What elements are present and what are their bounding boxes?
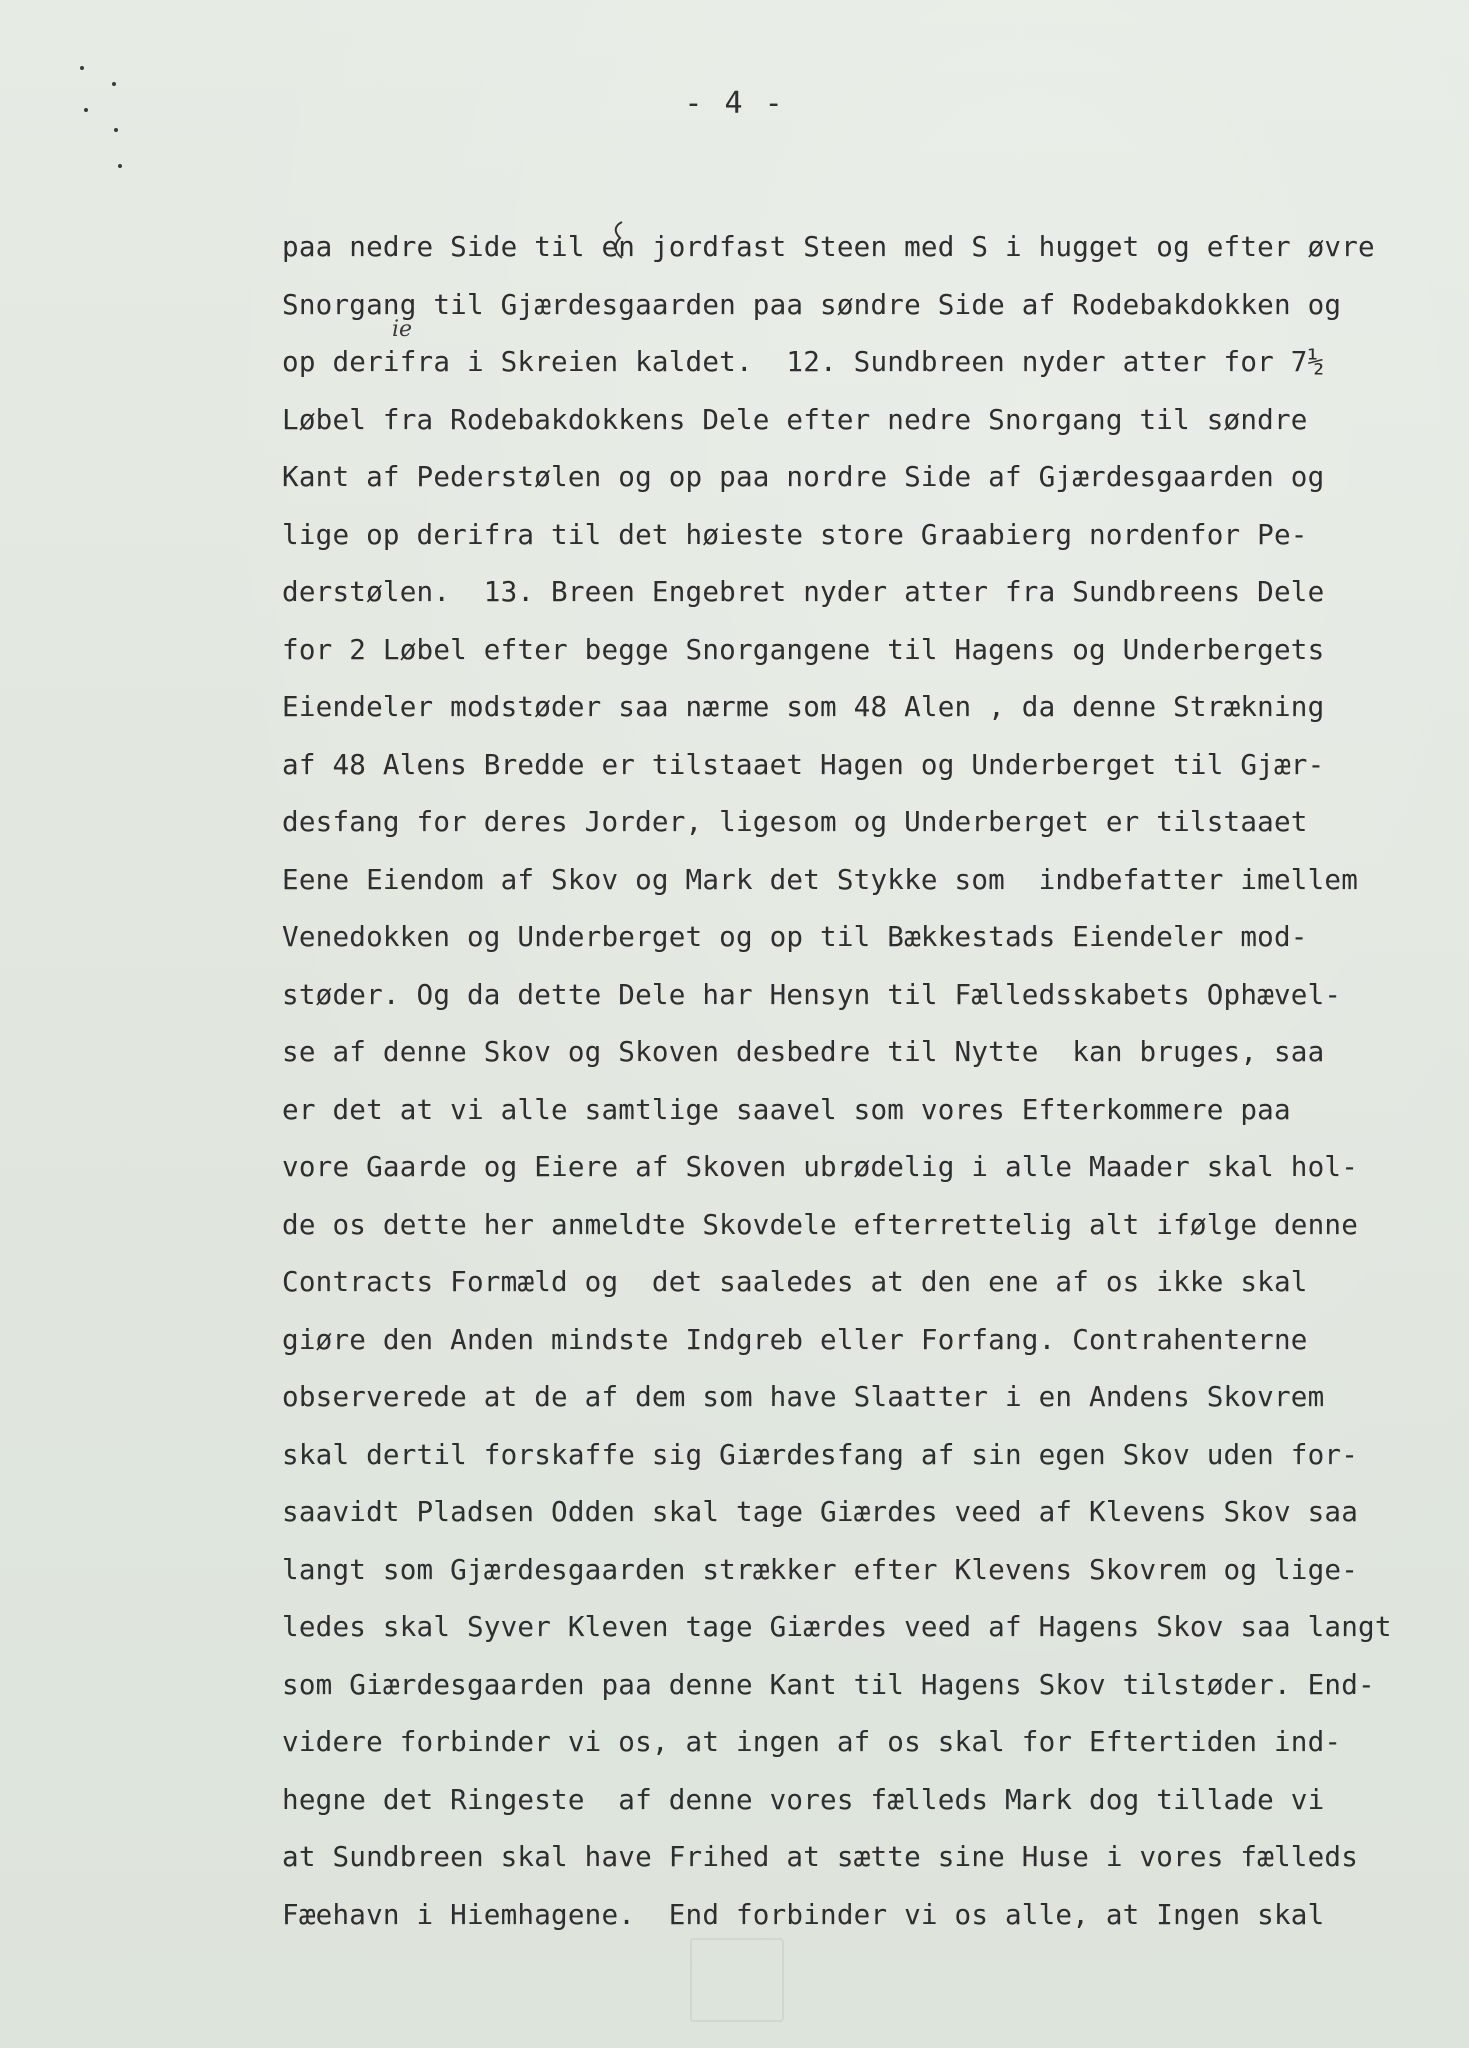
text-line: skal dertil forskaffe sig Giærdesfang af sin egen Skov uden for- xyxy=(282,1437,1359,1471)
text-line: derstølen. 13. Breen Engebret nyder atter fra Sundbreens Dele xyxy=(282,575,1325,608)
text-line: for 2 Løbel efter begge Snorgangene til Hagens og Underbergets xyxy=(282,632,1325,666)
text-line: videre forbinder vi os, at ingen af os skal for Eftertiden ind- xyxy=(282,1725,1342,1758)
text-line: se af denne Skov og Skoven desbedre til Nytte kan bruges, saa xyxy=(282,1035,1325,1068)
text-line: Contracts Formæld og det saaledes at den ene af os ikke skal xyxy=(282,1265,1308,1298)
typed-text-body xyxy=(282,218,1432,1943)
text-line: Eiendeler modstøder saa nærme som 48 Alen , da denne Strækning xyxy=(282,690,1325,723)
text-line: op derifra i Skreien kaldet. 12. Sundbreen nyder atter for 7½ xyxy=(282,345,1325,378)
text-line: observerede at de af dem som have Slaatter i en Andens Skovrem xyxy=(282,1380,1325,1413)
page-number: - 4 - xyxy=(684,86,785,121)
text-line: Snorgang til Gjærdesgaarden paa søndre Side af Rodebakdokken og xyxy=(282,287,1342,321)
text-line: paa nedre Side til en jordfast Steen med S i hugget og efter øvre xyxy=(282,230,1375,263)
text-line: desfang for deres Jorder, ligesom og Underberget er tilstaaet xyxy=(282,805,1308,838)
text-line: vore Gaarde og Eiere af Skoven ubrødelig i alle Maader skal hol- xyxy=(282,1150,1359,1183)
text-line: støder. Og da dette Dele har Hensyn til Fælledsskabets Ophævel- xyxy=(282,977,1342,1011)
text-line: er det at vi alle samtlige saavel som vores Efterkommere paa xyxy=(282,1092,1291,1126)
text-line: Eene Eiendom af Skov og Mark det Stykke som indbefatter imellem xyxy=(282,862,1359,896)
handwritten-correction: ie xyxy=(392,317,413,342)
text-line: Venedokken og Underberget og op til Bækkestads Eiendeler mod- xyxy=(282,920,1308,953)
text-line: Løbel fra Rodebakdokkens Dele efter nedre Snorgang til søndre xyxy=(282,402,1308,436)
margin-punch-marks xyxy=(78,62,138,182)
text-line: Kant af Pederstølen og op paa nordre Side af Gjærdesgaarden og xyxy=(282,460,1325,493)
text-line: giøre den Anden mindste Indgreb eller Forfang. Contrahenterne xyxy=(282,1322,1308,1356)
text-line: lige op derifra til det høieste store Graabierg nordenfor Pe- xyxy=(282,517,1308,551)
text-line: hegne det Ringeste af denne vores fælleds Mark dog tillade vi xyxy=(282,1782,1325,1816)
text-line: de os dette her anmeldte Skovdele efterrettelig alt ifølge denne xyxy=(282,1207,1359,1241)
text-line: som Giærdesgaarden paa denne Kant til Hagens Skov tilstøder. End- xyxy=(282,1667,1375,1701)
text-line: saavidt Pladsen Odden skal tage Giærdes veed af Klevens Skov saa xyxy=(282,1495,1359,1528)
text-line: af 48 Alens Bredde er tilstaaet Hagen og Underberget til Gjær- xyxy=(282,747,1325,781)
text-line: langt som Gjærdesgaarden strækker efter Klevens Skovrem og lige- xyxy=(282,1552,1359,1586)
text-line: at Sundbreen skal have Frihed at sætte sine Huse i vores fælleds xyxy=(282,1840,1359,1873)
text-line: ledes skal Syver Kleven tage Giærdes veed af Hagens Skov saa langt xyxy=(282,1610,1392,1643)
faint-bleedthrough-stamp xyxy=(690,1938,784,2022)
text-line: Fæehavn i Hiemhagene. End forbinder vi os alle, at Ingen skal xyxy=(282,1897,1325,1931)
